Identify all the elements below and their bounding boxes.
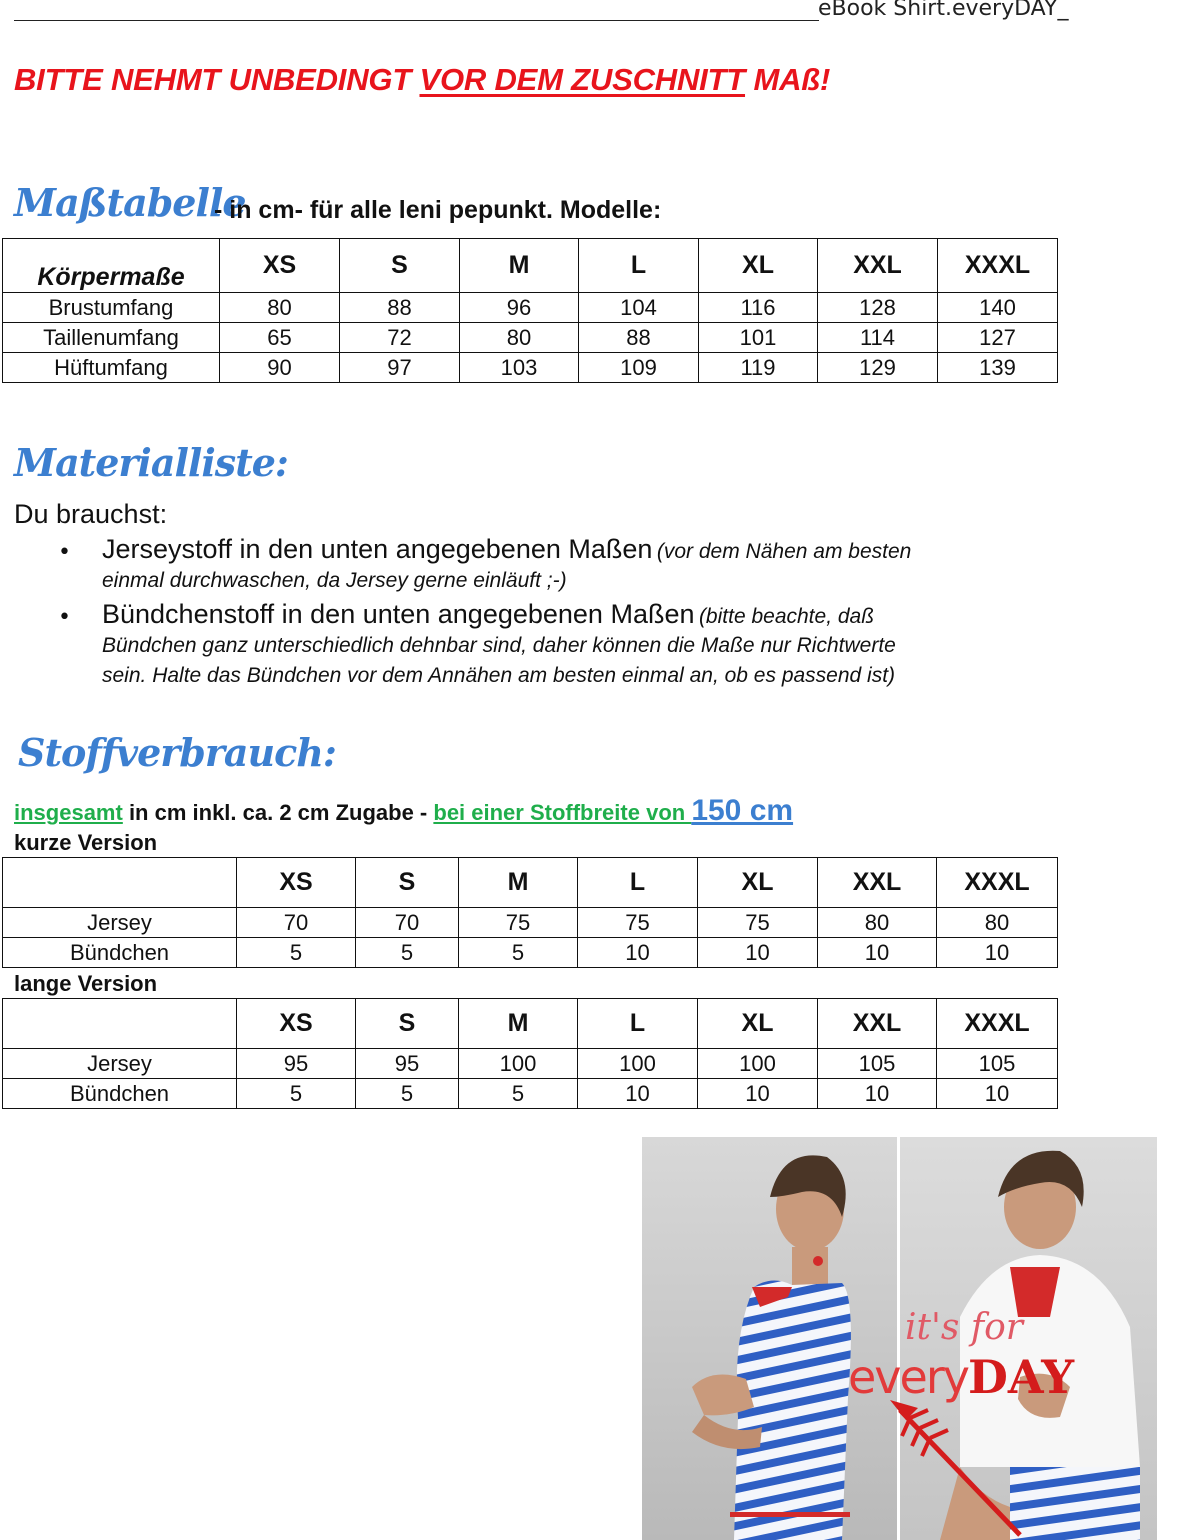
table-row bbox=[3, 293, 1058, 323]
row-label: Hüftumfang bbox=[3, 353, 220, 383]
model-photo-left-illustration bbox=[642, 1137, 897, 1540]
material-item-note: einmal durchwaschen, da Jersey gerne einläuft ;-) bbox=[102, 569, 567, 592]
row-label: Jersey bbox=[3, 1049, 237, 1079]
table-cell: 5 bbox=[459, 938, 578, 968]
size-header: XXL bbox=[818, 999, 937, 1049]
warning-part1: BITTE NEHMT UNBEDINGT bbox=[14, 62, 420, 97]
size-header: L bbox=[578, 858, 698, 908]
body-measurements-table bbox=[2, 238, 1058, 383]
table-cell: 90 bbox=[220, 353, 340, 383]
model-photo-left bbox=[642, 1137, 897, 1540]
fabric-info-width-value: 150 cm bbox=[691, 794, 794, 827]
size-header: S bbox=[356, 858, 459, 908]
bullet-dot: • bbox=[58, 605, 71, 630]
table-header-row bbox=[3, 999, 1058, 1049]
size-header: XXXL bbox=[937, 999, 1058, 1049]
fabric-heading: Stoffverbrauch: bbox=[18, 730, 336, 775]
size-header: L bbox=[578, 999, 698, 1049]
table-cell: 139 bbox=[938, 353, 1058, 383]
warning-part2: VOR DEM ZUSCHNITT bbox=[419, 62, 746, 97]
fabric-info-total: insgesamt bbox=[14, 800, 123, 825]
table-cell: 70 bbox=[237, 908, 356, 938]
table-cell: 105 bbox=[818, 1049, 937, 1079]
everyday-logo bbox=[848, 1350, 1074, 1404]
table-cell: 100 bbox=[578, 1049, 698, 1079]
table-cell: 70 bbox=[356, 908, 459, 938]
table-cell: 72 bbox=[340, 323, 460, 353]
table-cell: 5 bbox=[237, 938, 356, 968]
table-cell: 10 bbox=[937, 1079, 1058, 1109]
table-cell: 101 bbox=[699, 323, 818, 353]
caption-small: it's for bbox=[905, 1307, 1024, 1348]
table-cell: 5 bbox=[459, 1079, 578, 1109]
material-intro: Du brauchst: bbox=[14, 499, 168, 529]
material-item-note: Bündchen ganz unterschiedlich dehnbar sind, daher können die Maße nur Richtwerte bbox=[102, 634, 896, 657]
table-cell: 97 bbox=[340, 353, 460, 383]
table-row bbox=[3, 353, 1058, 383]
sizes-heading: Maßtabelle bbox=[14, 180, 246, 225]
table-row bbox=[3, 1079, 1058, 1109]
table-row bbox=[3, 323, 1058, 353]
logo-day: DAY bbox=[967, 1350, 1075, 1404]
short-version-label: kurze Version bbox=[14, 830, 158, 855]
table-cell: 116 bbox=[699, 293, 818, 323]
table-cell: 10 bbox=[578, 1079, 698, 1109]
size-header: XL bbox=[698, 858, 818, 908]
size-header: XXL bbox=[818, 239, 938, 293]
table-cell: 96 bbox=[460, 293, 579, 323]
size-header: S bbox=[356, 999, 459, 1049]
table-cell: 10 bbox=[818, 1079, 937, 1109]
arrow-graphic bbox=[880, 1400, 1030, 1540]
table-cell: 100 bbox=[459, 1049, 578, 1079]
fabric-info-width: bei einer Stoffbreite von bbox=[433, 800, 692, 825]
material-item-main: Bündchenstoff in den unten angegebenen Maßen bbox=[102, 599, 695, 629]
material-item bbox=[102, 534, 911, 565]
table-cell: 75 bbox=[578, 908, 698, 938]
table-row bbox=[3, 1049, 1058, 1079]
table-header-row bbox=[3, 239, 1058, 293]
size-header: XS bbox=[237, 858, 356, 908]
size-header: M bbox=[459, 858, 578, 908]
size-header: XL bbox=[698, 999, 818, 1049]
table-cell: 10 bbox=[698, 938, 818, 968]
warning-part3: MAß! bbox=[745, 62, 831, 97]
table-cell: 88 bbox=[340, 293, 460, 323]
material-item-note: (bitte beachte, daß bbox=[698, 605, 875, 628]
fabric-info-mid: in cm inkl. ca. 2 cm Zugabe - bbox=[122, 800, 434, 825]
table-cell: 103 bbox=[460, 353, 579, 383]
table-cell: 5 bbox=[237, 1079, 356, 1109]
material-item-note: sein. Halte das Bündchen vor dem Annähen am besten einmal an, ob es passend ist) bbox=[102, 664, 896, 687]
row-label: Bündchen bbox=[3, 938, 237, 968]
row-label: Jersey bbox=[3, 908, 237, 938]
table-cell: 105 bbox=[937, 1049, 1058, 1079]
table-cell: 95 bbox=[237, 1049, 356, 1079]
sizes-note: - in cm- für alle leni pepunkt. Modelle: bbox=[214, 196, 662, 224]
table-cell: 129 bbox=[818, 353, 938, 383]
short-version-table bbox=[2, 857, 1058, 968]
table-cell: 100 bbox=[698, 1049, 818, 1079]
size-header: XXXL bbox=[937, 858, 1058, 908]
row-label: Taillenumfang bbox=[3, 323, 220, 353]
table-cell: 80 bbox=[818, 908, 937, 938]
table-cell: 80 bbox=[937, 908, 1058, 938]
table-cell: 88 bbox=[579, 323, 699, 353]
long-version-table bbox=[2, 998, 1058, 1109]
table-cell: 5 bbox=[356, 1079, 459, 1109]
table-cell: 127 bbox=[938, 323, 1058, 353]
document-title: eBook Shirt.everyDAY_ bbox=[818, 0, 1069, 21]
warning-text bbox=[14, 62, 830, 98]
table-row bbox=[3, 938, 1058, 968]
table-cell: 119 bbox=[699, 353, 818, 383]
table-cell: 104 bbox=[579, 293, 699, 323]
long-version-label: lange Version bbox=[14, 971, 158, 996]
material-item-main: Jerseystoff in den unten angegebenen Maßen bbox=[102, 534, 653, 564]
size-header: XS bbox=[237, 999, 356, 1049]
table-cell: 10 bbox=[698, 1079, 818, 1109]
material-item-note: (vor dem Nähen am besten bbox=[656, 540, 912, 563]
size-header: M bbox=[459, 999, 578, 1049]
size-header: XXL bbox=[818, 858, 937, 908]
table-cell: 10 bbox=[818, 938, 937, 968]
table-cell: 80 bbox=[220, 293, 340, 323]
size-header: S bbox=[340, 239, 460, 293]
table-cell: 75 bbox=[459, 908, 578, 938]
table-header-row bbox=[3, 858, 1058, 908]
table-cell: 114 bbox=[818, 323, 938, 353]
row-label: Brustumfang bbox=[3, 293, 220, 323]
header-rule bbox=[14, 20, 819, 21]
corner-label: Körpermaße bbox=[3, 239, 220, 293]
size-header: XS bbox=[220, 239, 340, 293]
table-cell: 95 bbox=[356, 1049, 459, 1079]
table-row bbox=[3, 908, 1058, 938]
table-cell: 10 bbox=[578, 938, 698, 968]
table-cell: 65 bbox=[220, 323, 340, 353]
table-cell: 128 bbox=[818, 293, 938, 323]
material-item bbox=[102, 599, 874, 630]
bullet-dot: • bbox=[58, 540, 71, 565]
size-header: M bbox=[460, 239, 579, 293]
size-header: XL bbox=[699, 239, 818, 293]
row-label: Bündchen bbox=[3, 1079, 237, 1109]
size-header: XXXL bbox=[938, 239, 1058, 293]
logo-every: every bbox=[848, 1350, 968, 1404]
table-cell: 5 bbox=[356, 938, 459, 968]
table-cell: 140 bbox=[938, 293, 1058, 323]
size-header: L bbox=[579, 239, 699, 293]
table-cell: 109 bbox=[579, 353, 699, 383]
material-heading: Materialliste: bbox=[14, 440, 288, 485]
fabric-info-line bbox=[14, 794, 793, 828]
table-cell: 75 bbox=[698, 908, 818, 938]
table-cell: 80 bbox=[460, 323, 579, 353]
empty-header bbox=[3, 999, 237, 1049]
table-cell: 10 bbox=[937, 938, 1058, 968]
empty-header bbox=[3, 858, 237, 908]
